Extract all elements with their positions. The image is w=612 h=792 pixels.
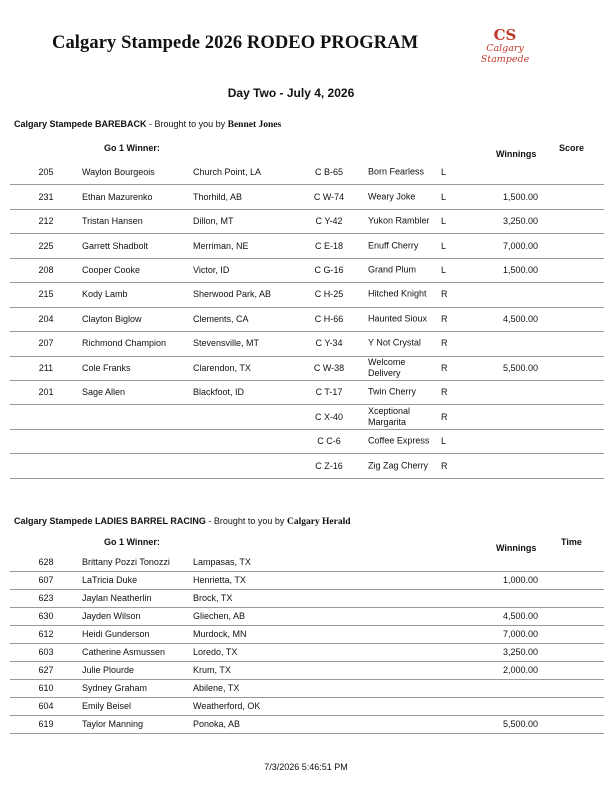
chute-side: L	[441, 240, 447, 251]
winnings-value: 1,500.00	[502, 191, 538, 202]
winnings-value: 1,000.00	[502, 575, 538, 586]
chute-side: R	[441, 387, 448, 398]
contestant-number: 201	[38, 387, 54, 398]
contestant-number: 604	[38, 701, 54, 712]
barrel-brought-by: - Brought to you by	[208, 516, 285, 526]
horse-name: Haunted Sioux	[368, 313, 428, 324]
contestant-number: 211	[38, 362, 54, 373]
bareback-row	[10, 160, 604, 185]
bareback-row	[10, 429, 604, 454]
bareback-sponsor: Bennet Jones	[227, 120, 282, 130]
contestant-name: Waylon Bourgeois	[82, 167, 155, 178]
contestant-name: Kody Lamb	[82, 289, 128, 300]
chute-side: R	[441, 411, 448, 422]
contestant-name: Ethan Mazurenko	[82, 191, 153, 202]
horse-name: Coffee Express	[368, 435, 430, 446]
winnings-value: 4,500.00	[502, 313, 538, 324]
barrel-row	[10, 607, 604, 626]
contestant-name: Sage Allen	[82, 387, 126, 398]
contestant-name: Cole Franks	[82, 362, 131, 373]
contestant-number: 212	[38, 216, 54, 227]
logo-wordmark: Calgary Stampede	[480, 43, 530, 65]
chute-side: L	[441, 436, 447, 447]
horse-name: Y Not Crystal	[368, 337, 421, 348]
contestant-name: Brittany Pozzi Tonozzi	[82, 557, 170, 567]
barrel-go-label: Go 1 Winner:	[104, 537, 160, 547]
hometown: Lampasas, TX	[193, 557, 251, 567]
barrel-sponsor: Calgary Herald	[286, 517, 351, 527]
contestant-number: 610	[38, 683, 54, 694]
bareback-event-name: Calgary Stampede BAREBACK	[14, 119, 147, 129]
barrel-row	[10, 625, 604, 644]
winnings-value: 1,500.00	[502, 264, 538, 275]
bareback-score-header: Score	[559, 143, 585, 153]
stock-code: C C-6	[317, 436, 341, 447]
hometown: Thorhild, AB	[193, 191, 243, 202]
barrel-row	[10, 661, 604, 680]
contestant-name: Cooper Cooke	[82, 264, 141, 275]
contestant-number: 619	[38, 719, 54, 730]
winnings-value: 2,000.00	[502, 665, 538, 676]
contestant-name: Jayden Wilson	[82, 611, 141, 622]
horse-name: Born Fearless	[368, 166, 425, 177]
contestant-number: 207	[38, 338, 54, 349]
hometown: Murdock, MN	[193, 629, 247, 640]
winnings-value: 3,250.00	[502, 647, 538, 658]
contestant-number: 603	[38, 647, 54, 658]
contestant-name: Tristan Hansen	[82, 216, 143, 227]
contestant-name: Jaylan Neatherlin	[82, 593, 152, 604]
hometown: Church Point, LA	[193, 167, 262, 178]
hometown: Gliechen, AB	[193, 611, 246, 622]
hometown: Merriman, NE	[193, 240, 249, 251]
bareback-row	[10, 282, 604, 307]
contestant-number: 627	[38, 665, 54, 676]
stock-code: C E-18	[314, 240, 343, 251]
stock-code: C B-65	[314, 167, 343, 178]
contestant-number: 628	[38, 557, 54, 567]
hometown: Clements, CA	[193, 313, 249, 324]
hometown: Blackfoot, ID	[193, 387, 245, 398]
bareback-row	[10, 331, 604, 356]
contestant-name: Sydney Graham	[82, 683, 148, 694]
bareback-row	[10, 380, 604, 405]
horse-name: Twin Cherry	[368, 386, 417, 397]
hometown: Weatherford, OK	[193, 701, 261, 712]
winnings-value: 3,250.00	[502, 216, 538, 227]
horse-name: Hitched Knight	[368, 288, 427, 299]
contestant-number: 205	[38, 167, 54, 178]
page-title: Calgary Stampede 2026 RODEO PROGRAM	[52, 33, 419, 53]
barrel-section-heading	[14, 516, 351, 527]
contestant-name: Catherine Asmussen	[82, 647, 166, 658]
horse-name: Enuff Cherry	[368, 240, 419, 251]
cs-monogram-icon	[466, 21, 544, 45]
bareback-row	[10, 209, 604, 234]
stock-code: C X-40	[314, 411, 343, 422]
stock-code: C Z-16	[315, 460, 343, 471]
stock-code: C G-16	[314, 264, 344, 275]
stock-code: C Y-34	[315, 338, 343, 349]
barrel-winnings-header: Winnings	[496, 543, 537, 553]
hometown: Brock, TX	[193, 593, 233, 604]
winnings-value: 7,000.00	[502, 629, 538, 640]
contestant-name: Taylor Manning	[82, 719, 144, 730]
bareback-row	[10, 356, 604, 381]
contestant-number: 231	[38, 191, 54, 202]
logo-monogram: CS	[493, 26, 517, 44]
barrel-row	[10, 571, 604, 590]
bareback-row	[10, 258, 604, 283]
chute-side: L	[441, 167, 447, 178]
hometown: Krum, TX	[193, 665, 231, 676]
contestant-name: Garrett Shadbolt	[82, 240, 149, 251]
contestant-number: 204	[38, 313, 54, 324]
bareback-go-label: Go 1 Winner:	[104, 143, 160, 153]
horse-name: Xceptional Margarita	[368, 405, 411, 427]
bareback-row	[10, 405, 604, 430]
contestant-name: Emily Beisel	[82, 701, 132, 712]
hometown: Victor, ID	[193, 264, 230, 275]
program-day: Day Two - July 4, 2026	[227, 86, 355, 100]
barrel-row	[10, 679, 604, 698]
winnings-value: 5,500.00	[502, 719, 538, 730]
bareback-brought-by: - Brought to you by	[149, 119, 226, 129]
horse-name: Welcome Delivery	[368, 356, 406, 378]
contestant-number: 612	[38, 629, 54, 640]
horse-name: Zig Zag Cherry	[368, 460, 429, 471]
barrel-row	[10, 553, 604, 572]
contestant-number: 208	[38, 264, 54, 275]
bareback-row	[10, 184, 604, 209]
contestant-name: Richmond Champion	[82, 338, 167, 349]
stock-code: C W-74	[313, 191, 345, 202]
horse-name: Yukon Rambler	[368, 215, 430, 226]
barrel-event-name: Calgary Stampede LADIES BARREL RACING	[14, 516, 206, 526]
bareback-row	[10, 453, 604, 478]
barrel-time-header: Time	[561, 537, 582, 547]
chute-side: R	[441, 338, 448, 349]
winnings-value: 4,500.00	[502, 611, 538, 622]
bareback-winnings-header: Winnings	[496, 149, 537, 159]
contestant-name: Heidi Gunderson	[82, 629, 150, 640]
hometown: Henrietta, TX	[193, 575, 246, 586]
stock-code: C H-66	[314, 313, 344, 324]
bareback-row	[10, 307, 604, 332]
stock-code: C Y-42	[315, 216, 343, 227]
chute-side: L	[441, 264, 447, 275]
chute-side: R	[441, 460, 448, 471]
calgary-stampede-logo	[466, 21, 544, 63]
contestant-number: 225	[38, 240, 54, 251]
winnings-value: 5,500.00	[502, 362, 538, 373]
winnings-value: 7,000.00	[502, 240, 538, 251]
hometown: Stevensville, MT	[193, 338, 260, 349]
barrel-row	[10, 589, 604, 608]
chute-side: L	[441, 191, 447, 202]
horse-name: Weary Joke	[368, 191, 416, 202]
contestant-name: LaTricia Duke	[82, 575, 138, 586]
contestant-number: 630	[38, 611, 54, 622]
hometown: Dillon, MT	[193, 216, 234, 227]
bareback-section-heading	[14, 119, 281, 130]
barrel-row	[10, 697, 604, 716]
chute-side: L	[441, 216, 447, 227]
bareback-row	[10, 233, 604, 258]
hometown: Loredo, TX	[193, 647, 238, 658]
print-timestamp: 7/3/2026 5:46:51 PM	[264, 762, 348, 772]
contestant-name: Julie Plourde	[82, 665, 135, 676]
contestant-name: Clayton Biglow	[82, 313, 142, 324]
hometown: Ponoka, AB	[193, 719, 241, 730]
stock-code: C T-17	[315, 387, 343, 398]
horse-name: Grand Plum	[368, 264, 417, 275]
contestant-number: 607	[38, 575, 54, 586]
hometown: Sherwood Park, AB	[193, 289, 272, 300]
hometown: Clarendon, TX	[193, 362, 251, 373]
barrel-row	[10, 715, 604, 734]
chute-side: R	[441, 289, 448, 300]
chute-side: R	[441, 362, 448, 373]
stock-code: C H-25	[314, 289, 344, 300]
barrel-row	[10, 643, 604, 662]
contestant-number: 623	[38, 593, 54, 604]
hometown: Abilene, TX	[193, 683, 240, 694]
chute-side: R	[441, 313, 448, 324]
contestant-number: 215	[38, 289, 54, 300]
stock-code: C W-38	[313, 362, 345, 373]
